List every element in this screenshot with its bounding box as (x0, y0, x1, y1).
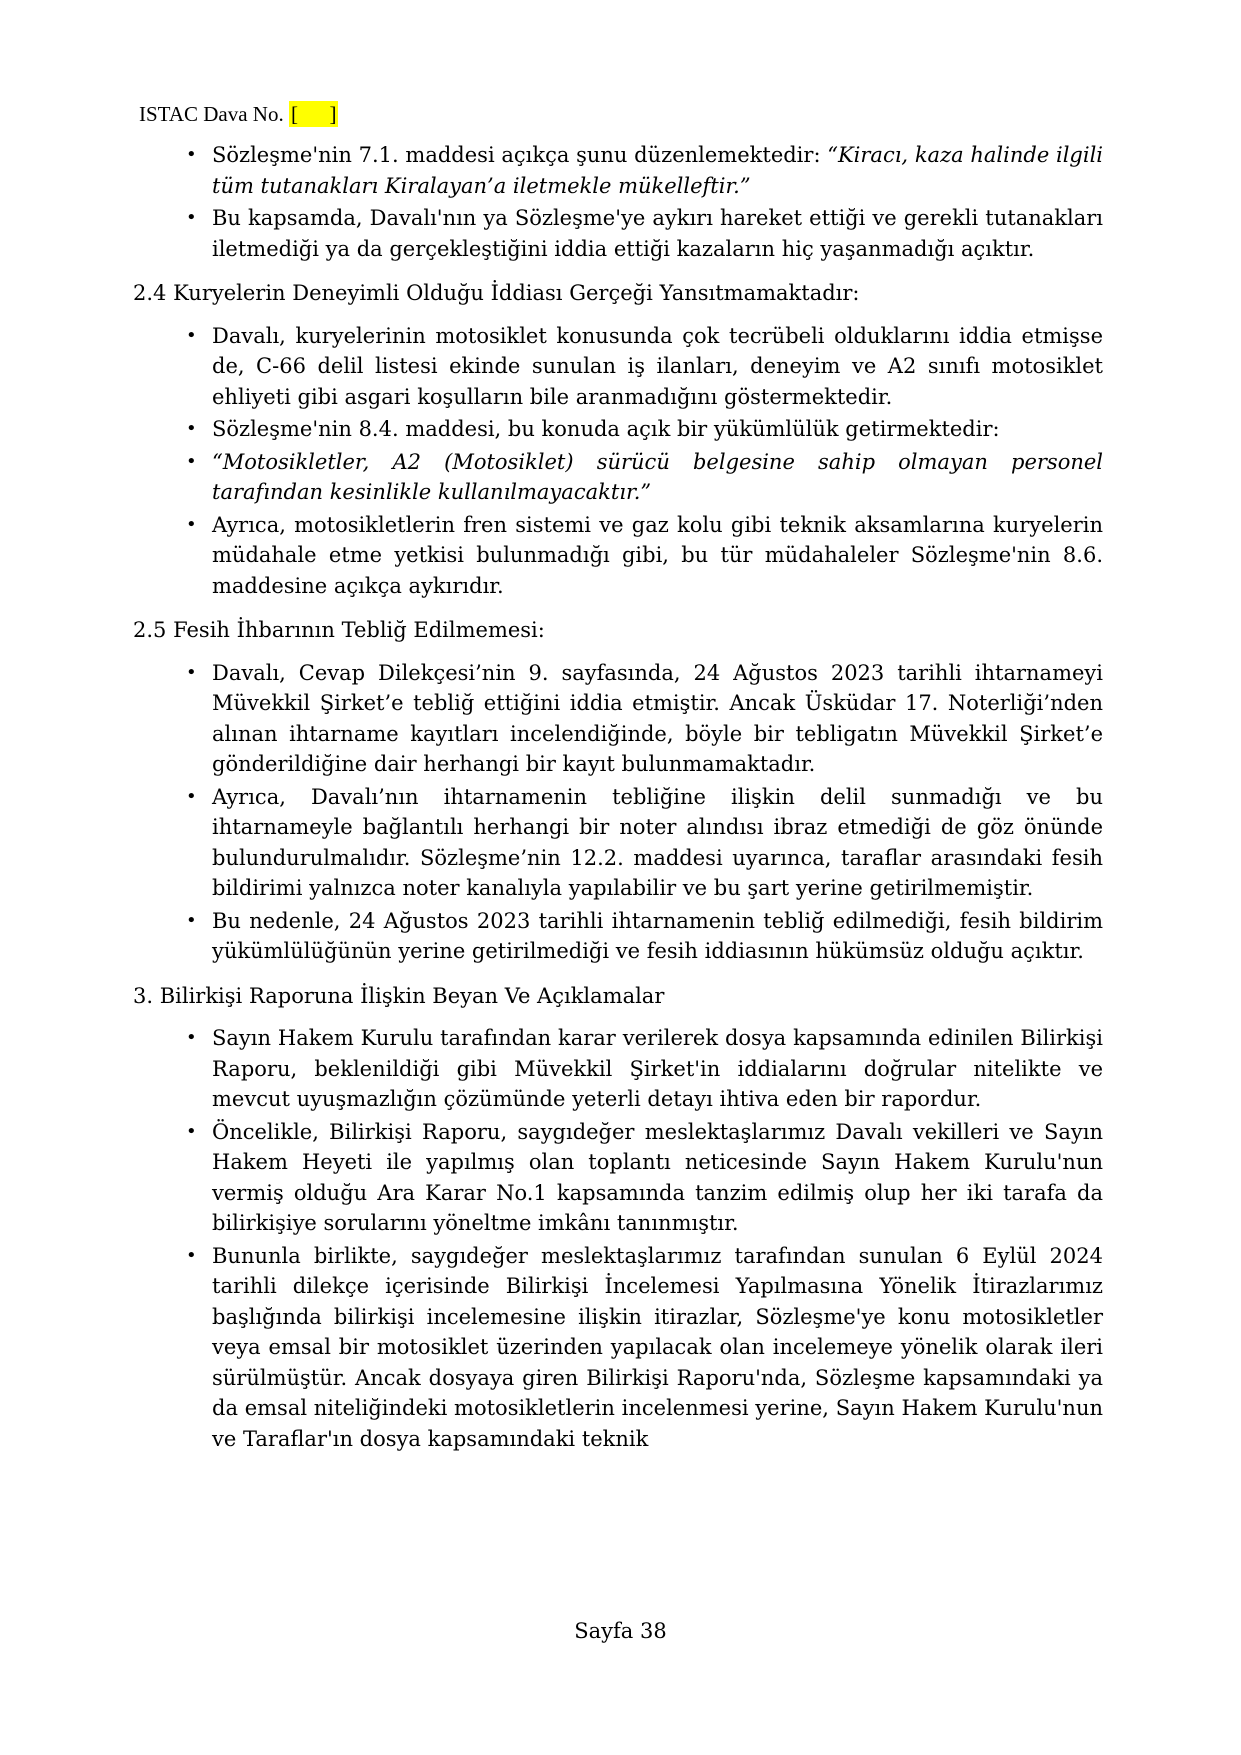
bullet-item (186, 658, 1103, 780)
bullet-marker-icon: • (186, 207, 197, 228)
page-number: Sayfa 38 (574, 1619, 667, 1643)
body-text: Sayın Hakem Kurulu tarafından karar verilerek dosya kapsamında edinilen Bilirkişi Raporu, beklenildiği gibi Müvekkil Şirket'in iddialarını doğrular nitelikte ve mevcut uyuşmazlığın çözümünde yeterli detayı ihtiva eden bir rapordur. (212, 1026, 1103, 1111)
bullet-item (186, 321, 1103, 413)
body-text: Ayrıca, Davalı’nın ihtarnamenin tebliğine ilişkin delil sunmadığı ve bu ihtarnameyle bağlantılı herhangi bir noter alındısı ibraz etmediği de göz önünde bulundurulmalıdır. Sözleşme’nin 12.2. maddesi uyarınca, taraflar arasındaki fesih bildirimi yalnızca noter kanalıyla yapılabilir ve bu şart yerine getirilmemiştir. (212, 784, 1103, 900)
bullet-item (186, 203, 1103, 264)
bullet-marker-icon: • (186, 1120, 197, 1142)
section-heading: 2.5 Fesih İhbarının Tebliğ Edilmemesi: (133, 618, 545, 642)
document-body (133, 140, 1103, 1456)
quoted-contract-text: “Kiracı, kaza halinde ilgili tüm tutanakları Kiralayan’a iletmekle mükelleftir.” (212, 143, 1104, 198)
bullet-marker-icon: • (186, 450, 197, 472)
bullet-item (186, 782, 1103, 904)
bullet-marker-icon: • (186, 1244, 197, 1266)
body-text: Bu kapsamda, Davalı'nın ya Sözleşme'ye aykırı hareket ettiği ve gerekli tutanakları iletmediği ya da gerçekleştiğini iddia ettiği kazaların hiç yaşanmadığı açıktır. (212, 206, 1103, 261)
bullet-list (133, 1023, 1103, 1454)
bullet-marker-icon: • (186, 909, 197, 931)
section-heading: 3. Bilirkişi Raporuna İlişkin Beyan Ve Açıklamalar (133, 983, 665, 1008)
body-text: Ayrıca, motosikletlerin fren sistemi ve gaz kolu gibi teknik aksamlarına kuryelerin müdahale etme yetkisi bulunmadığı gibi, bu tür müdahaleler Sözleşme'nin 8.6. maddesine açıkça aykırıdır. (212, 512, 1103, 598)
bullet-marker-icon: • (186, 418, 197, 439)
bullet-marker-icon: • (186, 661, 197, 683)
body-text: Sözleşme'nin 7.1. maddesi açıkça şunu düzenlemektedir: (212, 143, 828, 167)
case-label: ISTAC Dava No. (139, 102, 289, 126)
bullet-item (186, 414, 1103, 445)
body-text: Öncelikle, Bilirkişi Raporu, saygıdeğer meslektaşlarımız Davalı vekilleri ve Sayın Hakem Heyeti ile yapılmış olan toplantı neticesinde Sayın Hakem Kurulu'nun vermiş olduğu Ara Karar No.1 kapsamında tanzim edilmiş olup her iki tarafa da bilirkişiye sorularını yöneltme imkânı tanınmıştır. (212, 1119, 1103, 1235)
body-text: Bu nedenle, 24 Ağustos 2023 tarihli ihtarnamenin tebliğ edilmediği, fesih bildirim yükümlülüğünün yerine getirilmediği ve fesih iddiasının hükümsüz olduğu açıktır. (212, 908, 1103, 963)
bullet-list (133, 321, 1103, 602)
bullet-marker-icon: • (186, 144, 197, 165)
bullet-item (186, 1117, 1103, 1239)
quoted-contract-text: “Motosikletler, A2 (Motosiklet) sürücü belgesine sahip olmayan personel tarafından kesinlikle kullanılmayacaktır.” (212, 449, 1103, 504)
section-heading: 2.4 Kuryelerin Deneyimli Olduğu İddiası Gerçeği Yansıtmamaktadır: (133, 281, 860, 305)
case-number-highlight: [ ] (290, 102, 337, 126)
bullet-marker-icon: • (186, 785, 197, 807)
bullet-item (186, 510, 1103, 602)
body-text: Sözleşme'nin 8.4. maddesi, bu konuda açık bir yükümlülük getirmektedir: (212, 417, 1000, 441)
bullet-item (186, 1241, 1103, 1455)
bullet-list (133, 140, 1103, 264)
bullet-list (133, 658, 1103, 967)
body-text: Davalı, kuryelerinin motosiklet konusunda çok tecrübeli olduklarını iddia etmişse de, C-66 delil listesi ekinde sunulan iş ilanları, deneyim ve A2 sınıfı motosiklet ehliyeti gibi asgari koşulların bile aranmadığını göstermektedir. (212, 323, 1103, 409)
bullet-marker-icon: • (186, 1027, 197, 1048)
bullet-item (186, 447, 1103, 508)
bullet-item (186, 140, 1104, 201)
bullet-marker-icon: • (186, 324, 197, 346)
body-text: Davalı, Cevap Dilekçesi’nin 9. sayfasında, 24 Ağustos 2023 tarihli ihtarnameyi Müvekkil Şirket’e tebliğ ettiğini iddia etmiştir. Ancak Üsküdar 17. Noterliği’nden alınan ihtarname kayıtları incelendiğinde, böyle bir tebligatın Müvekkil Şirket’e gönderildiğine dair herhangi bir kayıt bulunmamaktadır. (212, 660, 1103, 776)
bullet-item (186, 906, 1103, 967)
bullet-marker-icon: • (186, 513, 197, 535)
body-text: Bununla birlikte, saygıdeğer meslektaşlarımız tarafından sunulan 6 Eylül 2024 tarihli dilekçe içerisinde Bilirkişi İncelemesi Yapılmasına Yönelik İtirazlarımız başlığında bilirkişi incelemesine ilişkin itirazlar, Sözleşme'ye konu motosikletler veya emsal bir motosiklet üzerinden yapılacak olan incelemeye yönelik olarak ileri sürülmüştür. Ancak dosyaya giren Bilirkişi Raporu'nda, Sözleşme kapsamındaki ya da emsal niteliğindeki motosikletlerin incelenmesi yerine, Sayın Hakem Kurulu'nun ve Taraflar'ın dosya kapsamındaki teknik (212, 1243, 1103, 1451)
bullet-item (186, 1023, 1103, 1115)
